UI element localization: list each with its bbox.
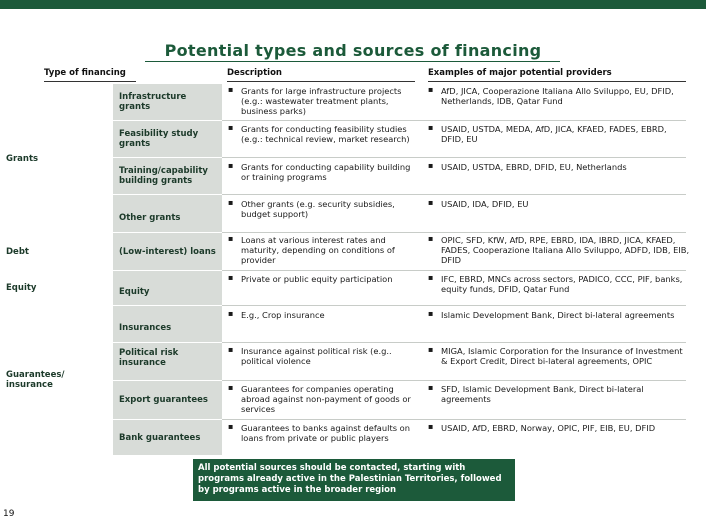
providers-cell: ▪ USAID, AfD, EBRD, Norway, OPIC, PIF, EIB, EU, DFID bbox=[428, 422, 656, 433]
category-label: Grants bbox=[6, 153, 39, 164]
bullet-icon: ▪ bbox=[228, 198, 234, 207]
description-cell: ▪ Grants for conducting feasibility studies (e.g.: technical review, market research) bbox=[228, 123, 410, 144]
category-label: Equity bbox=[6, 283, 37, 293]
row-label-box bbox=[113, 84, 222, 120]
description-cell: ▪ Insurance against political risk (e.g.. political violence bbox=[228, 345, 392, 366]
row-label: Insurances bbox=[119, 323, 172, 333]
row-separator bbox=[222, 419, 686, 420]
category-debt bbox=[0, 233, 111, 272]
row-label-box bbox=[113, 381, 222, 419]
page-title: Potential types and sources of financing bbox=[164, 41, 542, 60]
row-label: Political risk insurance bbox=[119, 347, 179, 368]
bullet-icon: ▪ bbox=[428, 198, 434, 207]
row-separator bbox=[222, 157, 686, 158]
category-label: Debt bbox=[6, 247, 29, 257]
bullet-icon: ▪ bbox=[428, 273, 434, 282]
row-separator bbox=[222, 342, 686, 343]
row-label-box bbox=[113, 121, 222, 157]
row-label: Equity bbox=[119, 287, 150, 297]
providers-cell: ▪ IFC, EBRD, MNCs across sectors, PADICO, CCC, PIF, banks, equity funds, DFID, Qatar Fund bbox=[428, 273, 683, 294]
row-label-box bbox=[113, 233, 222, 270]
description-cell: ▪ Other grants (e.g. security subsidies, budget support) bbox=[228, 198, 395, 219]
bullet-icon: ▪ bbox=[228, 422, 234, 431]
row-label: Feasibility study grants bbox=[119, 129, 199, 149]
providers-cell: ▪ USAID, USTDA, EBRD, DFID, EU, Netherlands bbox=[428, 161, 627, 172]
providers-cell: ▪ Islamic Development Bank, Direct bi-lateral agreements bbox=[428, 309, 675, 320]
providers-cell: ▪ SFD, Islamic Development Bank, Direct bi-lateral agreements bbox=[428, 383, 644, 404]
description-cell: ▪ Private or public equity participation bbox=[228, 273, 393, 284]
bullet-icon: ▪ bbox=[428, 422, 434, 431]
page-number: 19 bbox=[3, 509, 15, 519]
category-label: Guarantees/ insurance bbox=[6, 370, 65, 390]
description-cell: ▪ Guarantees to banks against defaults on loans from private or public players bbox=[228, 422, 410, 443]
description-cell: ▪ Guarantees for companies operating abroad against non-payment of goods or services bbox=[228, 383, 411, 414]
header-line-providers bbox=[428, 81, 686, 82]
description-cell: ▪ Grants for conducting capability building or training programs bbox=[228, 161, 411, 182]
providers-cell: ▪ OPIC, SFD, KfW, AfD, RPE, EBRD, IDA, IBRD, JICA, KFAED, FADES, Cooperazione Italiana Allo Sviluppo, ADFD, IDB, EIB, DFID bbox=[428, 234, 690, 265]
header-providers: Examples of major potential providers bbox=[428, 68, 612, 78]
header-line-description bbox=[227, 81, 415, 82]
row-separator bbox=[222, 380, 686, 381]
callout-note: All potential sources should be contacted, starting with programs already active in the Palestinian Territories, followed by programs active in the broader region bbox=[193, 459, 515, 501]
bullet-icon: ▪ bbox=[428, 85, 434, 94]
row-label: (Low-interest) loans bbox=[119, 246, 216, 257]
providers-cell: ▪ USAID, USTDA, MEDA, AfD, JICA, KFAED, FADES, EBRD, DFID, EU bbox=[428, 123, 667, 144]
bullet-icon: ▪ bbox=[228, 273, 234, 282]
providers-cell: ▪ USAID, IDA, DFID, EU bbox=[428, 198, 529, 209]
row-label-box bbox=[113, 271, 222, 305]
bullet-icon: ▪ bbox=[428, 234, 434, 243]
row-separator bbox=[222, 120, 686, 121]
title-underline bbox=[145, 61, 560, 62]
bullet-icon: ▪ bbox=[428, 345, 434, 354]
providers-cell: ▪ AfD, JICA, Cooperazione Italiana Allo Sviluppo, EU, DFID, Netherlands, IDB, Qatar Fund bbox=[428, 85, 674, 106]
bullet-icon: ▪ bbox=[228, 345, 234, 354]
description-cell: ▪ E.g., Crop insurance bbox=[228, 309, 325, 320]
row-separator bbox=[222, 270, 686, 271]
bullet-icon: ▪ bbox=[228, 383, 234, 392]
row-separator bbox=[222, 232, 686, 233]
bullet-icon: ▪ bbox=[228, 123, 234, 132]
row-label: Export guarantees bbox=[119, 395, 208, 405]
bullet-icon: ▪ bbox=[428, 383, 434, 392]
bullet-icon: ▪ bbox=[228, 161, 234, 170]
header-line-type bbox=[44, 81, 136, 82]
row-label: Bank guarantees bbox=[119, 432, 201, 443]
row-label-box bbox=[113, 306, 222, 342]
providers-cell: ▪ MIGA, Islamic Corporation for the Insurance of Investment & Export Credit, Direct bi-lateral agreements, OPIC bbox=[428, 345, 683, 366]
row-separator bbox=[222, 305, 686, 306]
bullet-icon: ▪ bbox=[228, 85, 234, 94]
category-equity bbox=[0, 271, 111, 306]
row-label: Infrastructure grants bbox=[119, 92, 187, 112]
header-description: Description bbox=[227, 68, 282, 78]
row-label-box bbox=[113, 420, 222, 455]
category-grants bbox=[0, 84, 111, 234]
row-separator bbox=[222, 194, 686, 195]
category-guarantees bbox=[0, 305, 111, 455]
bullet-icon: ▪ bbox=[428, 161, 434, 170]
description-cell: ▪ Grants for large infrastructure projects (e.g.: wastewater treatment plants, business parks) bbox=[228, 85, 402, 116]
bullet-icon: ▪ bbox=[428, 309, 434, 318]
row-label-box bbox=[113, 158, 222, 194]
row-label-box bbox=[113, 343, 222, 380]
row-label: Training/capability building grants bbox=[119, 166, 208, 186]
header-type: Type of financing bbox=[44, 68, 126, 78]
bullet-icon: ▪ bbox=[228, 309, 234, 318]
row-label: Other grants bbox=[119, 212, 181, 223]
bullet-icon: ▪ bbox=[428, 123, 434, 132]
row-label-box bbox=[113, 195, 222, 232]
bullet-icon: ▪ bbox=[228, 234, 234, 243]
top-bar bbox=[0, 0, 706, 9]
description-cell: ▪ Loans at various interest rates and maturity, depending on conditions of provider bbox=[228, 234, 395, 265]
